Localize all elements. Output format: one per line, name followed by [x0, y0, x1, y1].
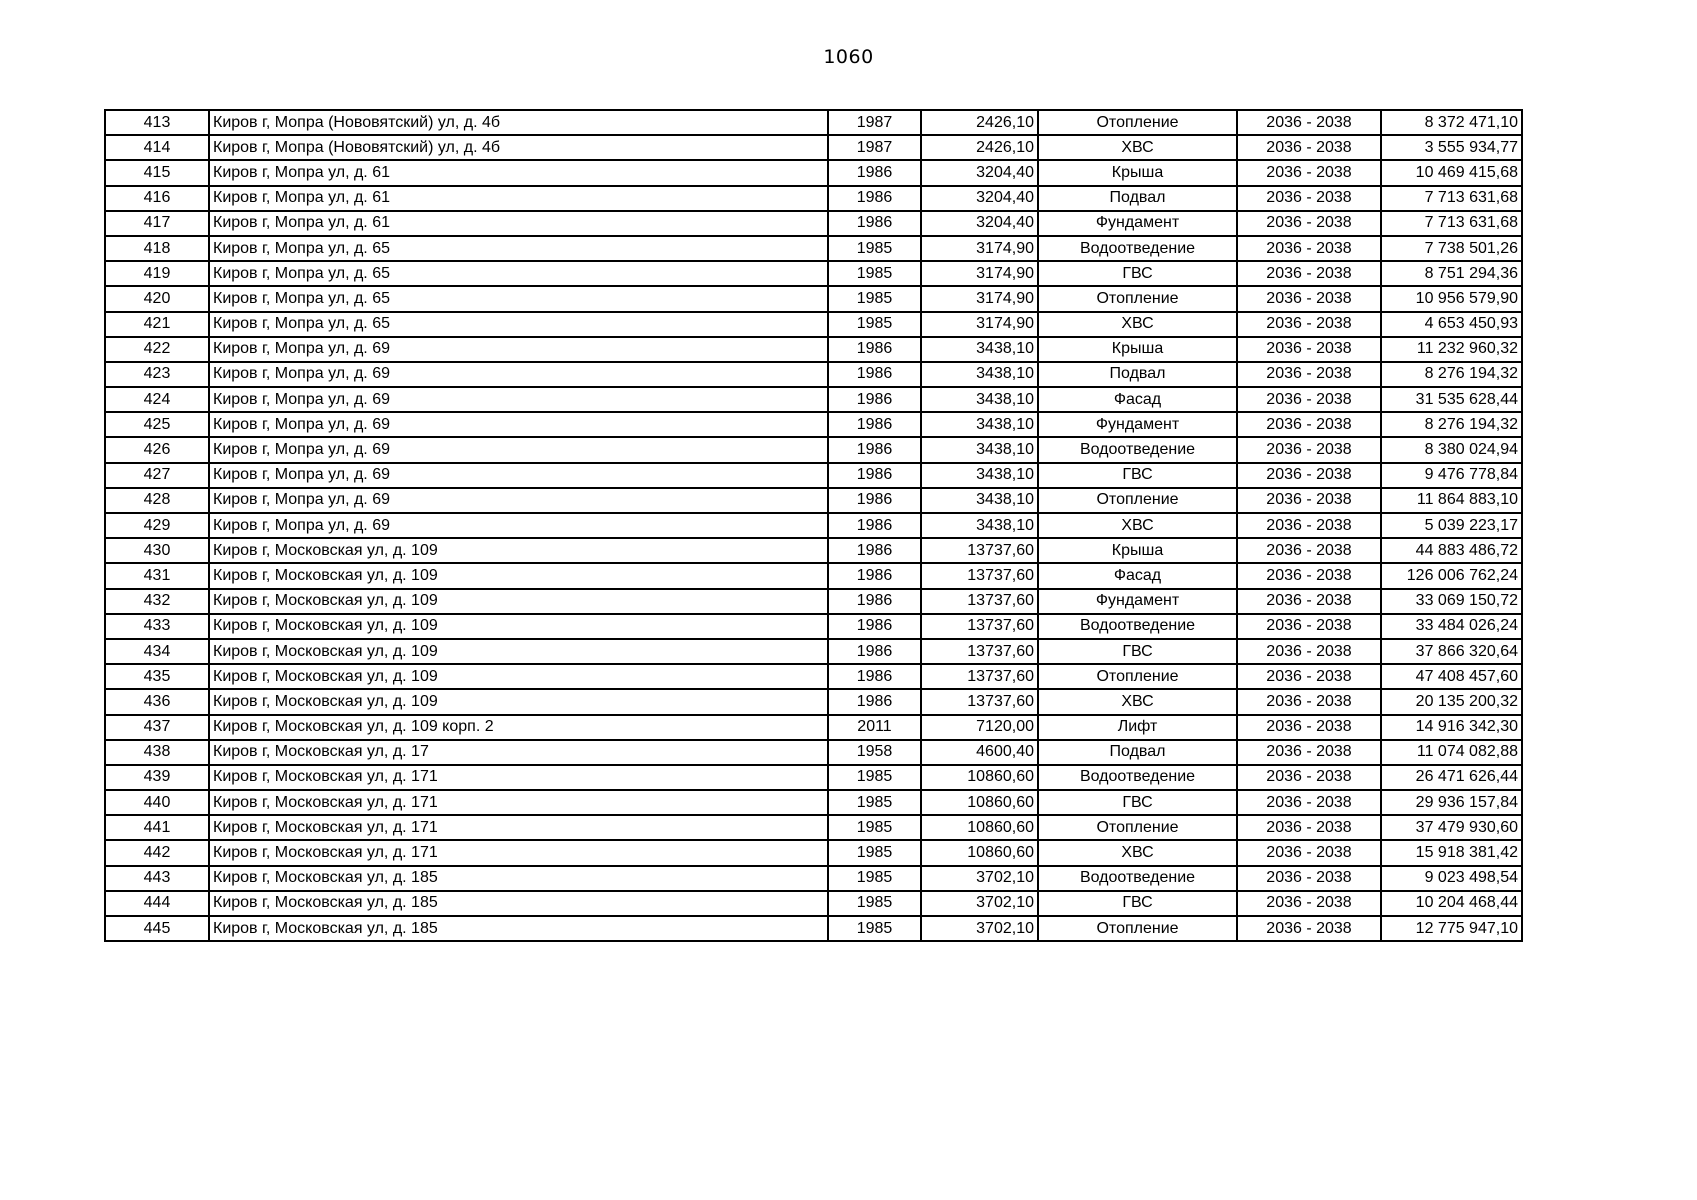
row-number-cell: 426	[105, 437, 209, 462]
area-cell: 3204,40	[921, 186, 1038, 211]
cost-cell: 11 074 082,88	[1381, 740, 1522, 765]
address-cell: Киров г, Мопра ул, д. 65	[209, 236, 828, 261]
row-number-cell: 428	[105, 488, 209, 513]
period-cell: 2036 - 2038	[1237, 715, 1381, 740]
area-cell: 3438,10	[921, 412, 1038, 437]
cost-cell: 37 866 320,64	[1381, 639, 1522, 664]
build-year-cell: 1985	[828, 765, 921, 790]
work-type-cell: Лифт	[1038, 715, 1237, 740]
period-cell: 2036 - 2038	[1237, 866, 1381, 891]
cost-cell: 8 276 194,32	[1381, 412, 1522, 437]
cost-cell: 29 936 157,84	[1381, 790, 1522, 815]
period-cell: 2036 - 2038	[1237, 160, 1381, 185]
work-type-cell: Крыша	[1038, 337, 1237, 362]
row-number-cell: 427	[105, 463, 209, 488]
address-cell: Киров г, Московская ул, д. 109 корп. 2	[209, 715, 828, 740]
row-number-cell: 441	[105, 815, 209, 840]
address-cell: Киров г, Мопра ул, д. 69	[209, 387, 828, 412]
build-year-cell: 1985	[828, 840, 921, 865]
cost-cell: 9 023 498,54	[1381, 866, 1522, 891]
address-cell: Киров г, Московская ул, д. 171	[209, 765, 828, 790]
work-type-cell: Подвал	[1038, 186, 1237, 211]
table-row	[105, 387, 1522, 412]
period-cell: 2036 - 2038	[1237, 614, 1381, 639]
cost-cell: 33 484 026,24	[1381, 614, 1522, 639]
area-cell: 3702,10	[921, 916, 1038, 941]
row-number-cell: 437	[105, 715, 209, 740]
address-cell: Киров г, Московская ул, д. 109	[209, 614, 828, 639]
work-type-cell: ГВС	[1038, 639, 1237, 664]
table-row	[105, 312, 1522, 337]
area-cell: 3438,10	[921, 513, 1038, 538]
row-number-cell: 424	[105, 387, 209, 412]
area-cell: 4600,40	[921, 740, 1038, 765]
cost-cell: 14 916 342,30	[1381, 715, 1522, 740]
period-cell: 2036 - 2038	[1237, 312, 1381, 337]
area-cell: 3438,10	[921, 488, 1038, 513]
period-cell: 2036 - 2038	[1237, 589, 1381, 614]
table-row	[105, 614, 1522, 639]
row-number-cell: 413	[105, 110, 209, 135]
row-number-cell: 422	[105, 337, 209, 362]
period-cell: 2036 - 2038	[1237, 437, 1381, 462]
cost-cell: 10 956 579,90	[1381, 286, 1522, 311]
build-year-cell: 1986	[828, 538, 921, 563]
address-cell: Киров г, Московская ул, д. 109	[209, 563, 828, 588]
address-cell: Киров г, Московская ул, д. 185	[209, 891, 828, 916]
table-row	[105, 488, 1522, 513]
work-type-cell: Отопление	[1038, 110, 1237, 135]
work-type-cell: Фасад	[1038, 563, 1237, 588]
cost-cell: 7 738 501,26	[1381, 236, 1522, 261]
period-cell: 2036 - 2038	[1237, 740, 1381, 765]
work-type-cell: ГВС	[1038, 790, 1237, 815]
area-cell: 13737,60	[921, 614, 1038, 639]
work-type-cell: Отопление	[1038, 916, 1237, 941]
table-row	[105, 538, 1522, 563]
build-year-cell: 1986	[828, 337, 921, 362]
table-row	[105, 135, 1522, 160]
row-number-cell: 435	[105, 664, 209, 689]
build-year-cell: 1986	[828, 463, 921, 488]
area-cell: 3174,90	[921, 236, 1038, 261]
row-number-cell: 432	[105, 589, 209, 614]
work-type-cell: Крыша	[1038, 160, 1237, 185]
period-cell: 2036 - 2038	[1237, 639, 1381, 664]
period-cell: 2036 - 2038	[1237, 261, 1381, 286]
area-cell: 3174,90	[921, 261, 1038, 286]
table-row	[105, 337, 1522, 362]
work-type-cell: Фундамент	[1038, 412, 1237, 437]
area-cell: 3438,10	[921, 437, 1038, 462]
table-row	[105, 740, 1522, 765]
table-row	[105, 211, 1522, 236]
work-type-cell: Водоотведение	[1038, 614, 1237, 639]
area-cell: 13737,60	[921, 689, 1038, 714]
period-cell: 2036 - 2038	[1237, 689, 1381, 714]
build-year-cell: 1986	[828, 639, 921, 664]
period-cell: 2036 - 2038	[1237, 891, 1381, 916]
period-cell: 2036 - 2038	[1237, 538, 1381, 563]
address-cell: Киров г, Мопра ул, д. 65	[209, 312, 828, 337]
work-type-cell: Фундамент	[1038, 211, 1237, 236]
cost-cell: 4 653 450,93	[1381, 312, 1522, 337]
period-cell: 2036 - 2038	[1237, 790, 1381, 815]
address-cell: Киров г, Мопра ул, д. 69	[209, 362, 828, 387]
address-cell: Киров г, Мопра ул, д. 69	[209, 463, 828, 488]
period-cell: 2036 - 2038	[1237, 488, 1381, 513]
cost-cell: 8 751 294,36	[1381, 261, 1522, 286]
row-number-cell: 434	[105, 639, 209, 664]
table-row	[105, 186, 1522, 211]
cost-cell: 37 479 930,60	[1381, 815, 1522, 840]
build-year-cell: 1986	[828, 186, 921, 211]
address-cell: Киров г, Московская ул, д. 171	[209, 815, 828, 840]
table-row	[105, 236, 1522, 261]
work-type-cell: ХВС	[1038, 840, 1237, 865]
address-cell: Киров г, Московская ул, д. 109	[209, 538, 828, 563]
row-number-cell: 433	[105, 614, 209, 639]
area-cell: 10860,60	[921, 790, 1038, 815]
cost-cell: 20 135 200,32	[1381, 689, 1522, 714]
area-cell: 3174,90	[921, 286, 1038, 311]
build-year-cell: 1985	[828, 236, 921, 261]
area-cell: 3438,10	[921, 387, 1038, 412]
period-cell: 2036 - 2038	[1237, 916, 1381, 941]
build-year-cell: 1985	[828, 916, 921, 941]
work-type-cell: Водоотведение	[1038, 866, 1237, 891]
period-cell: 2036 - 2038	[1237, 211, 1381, 236]
address-cell: Киров г, Мопра ул, д. 65	[209, 286, 828, 311]
work-type-cell: Крыша	[1038, 538, 1237, 563]
address-cell: Киров г, Мопра ул, д. 69	[209, 337, 828, 362]
build-year-cell: 1985	[828, 261, 921, 286]
row-number-cell: 429	[105, 513, 209, 538]
area-cell: 13737,60	[921, 664, 1038, 689]
area-cell: 3702,10	[921, 891, 1038, 916]
cost-cell: 9 476 778,84	[1381, 463, 1522, 488]
work-type-cell: Отопление	[1038, 815, 1237, 840]
cost-cell: 15 918 381,42	[1381, 840, 1522, 865]
cost-cell: 3 555 934,77	[1381, 135, 1522, 160]
table-row	[105, 513, 1522, 538]
address-cell: Киров г, Мопра ул, д. 69	[209, 437, 828, 462]
table-row	[105, 286, 1522, 311]
period-cell: 2036 - 2038	[1237, 135, 1381, 160]
period-cell: 2036 - 2038	[1237, 110, 1381, 135]
area-cell: 10860,60	[921, 815, 1038, 840]
cost-cell: 11 864 883,10	[1381, 488, 1522, 513]
build-year-cell: 1985	[828, 891, 921, 916]
work-type-cell: Подвал	[1038, 740, 1237, 765]
build-year-cell: 1986	[828, 513, 921, 538]
table-row	[105, 261, 1522, 286]
area-cell: 3438,10	[921, 362, 1038, 387]
area-cell: 10860,60	[921, 840, 1038, 865]
build-year-cell: 1986	[828, 689, 921, 714]
cost-cell: 10 469 415,68	[1381, 160, 1522, 185]
work-type-cell: ХВС	[1038, 312, 1237, 337]
period-cell: 2036 - 2038	[1237, 563, 1381, 588]
period-cell: 2036 - 2038	[1237, 463, 1381, 488]
work-type-cell: Водоотведение	[1038, 765, 1237, 790]
build-year-cell: 1985	[828, 815, 921, 840]
period-cell: 2036 - 2038	[1237, 513, 1381, 538]
table-row	[105, 840, 1522, 865]
table-row	[105, 437, 1522, 462]
period-cell: 2036 - 2038	[1237, 765, 1381, 790]
row-number-cell: 418	[105, 236, 209, 261]
cost-cell: 10 204 468,44	[1381, 891, 1522, 916]
work-type-cell: ХВС	[1038, 513, 1237, 538]
table-row	[105, 110, 1522, 135]
cost-cell: 8 380 024,94	[1381, 437, 1522, 462]
table-row	[105, 463, 1522, 488]
address-cell: Киров г, Мопра ул, д. 61	[209, 160, 828, 185]
period-cell: 2036 - 2038	[1237, 337, 1381, 362]
work-type-cell: ХВС	[1038, 689, 1237, 714]
address-cell: Киров г, Мопра ул, д. 69	[209, 412, 828, 437]
row-number-cell: 431	[105, 563, 209, 588]
build-year-cell: 1958	[828, 740, 921, 765]
period-cell: 2036 - 2038	[1237, 664, 1381, 689]
address-cell: Киров г, Московская ул, д. 109	[209, 639, 828, 664]
work-type-cell: ГВС	[1038, 891, 1237, 916]
row-number-cell: 444	[105, 891, 209, 916]
address-cell: Киров г, Московская ул, д. 185	[209, 916, 828, 941]
cost-cell: 8 276 194,32	[1381, 362, 1522, 387]
build-year-cell: 1985	[828, 312, 921, 337]
work-type-cell: Водоотведение	[1038, 236, 1237, 261]
area-cell: 13737,60	[921, 563, 1038, 588]
period-cell: 2036 - 2038	[1237, 387, 1381, 412]
table-row	[105, 715, 1522, 740]
row-number-cell: 425	[105, 412, 209, 437]
table-row	[105, 589, 1522, 614]
table-row	[105, 160, 1522, 185]
period-cell: 2036 - 2038	[1237, 362, 1381, 387]
area-cell: 10860,60	[921, 765, 1038, 790]
area-cell: 13737,60	[921, 538, 1038, 563]
period-cell: 2036 - 2038	[1237, 840, 1381, 865]
period-cell: 2036 - 2038	[1237, 236, 1381, 261]
build-year-cell: 1986	[828, 412, 921, 437]
area-cell: 13737,60	[921, 639, 1038, 664]
row-number-cell: 430	[105, 538, 209, 563]
build-year-cell: 1987	[828, 110, 921, 135]
table-row	[105, 815, 1522, 840]
table-body	[105, 110, 1522, 941]
build-year-cell: 1986	[828, 563, 921, 588]
row-number-cell: 439	[105, 765, 209, 790]
work-type-cell: ГВС	[1038, 463, 1237, 488]
row-number-cell: 417	[105, 211, 209, 236]
cost-cell: 31 535 628,44	[1381, 387, 1522, 412]
cost-cell: 8 372 471,10	[1381, 110, 1522, 135]
build-year-cell: 1986	[828, 362, 921, 387]
build-year-cell: 1986	[828, 614, 921, 639]
address-cell: Киров г, Мопра ул, д. 61	[209, 186, 828, 211]
area-cell: 7120,00	[921, 715, 1038, 740]
address-cell: Киров г, Московская ул, д. 109	[209, 664, 828, 689]
table-row	[105, 412, 1522, 437]
row-number-cell: 414	[105, 135, 209, 160]
area-cell: 3438,10	[921, 463, 1038, 488]
table-row	[105, 362, 1522, 387]
work-type-cell: Фасад	[1038, 387, 1237, 412]
address-cell: Киров г, Московская ул, д. 109	[209, 589, 828, 614]
cost-cell: 7 713 631,68	[1381, 186, 1522, 211]
area-cell: 3204,40	[921, 160, 1038, 185]
row-number-cell: 438	[105, 740, 209, 765]
address-cell: Киров г, Московская ул, д. 17	[209, 740, 828, 765]
work-type-cell: Фундамент	[1038, 589, 1237, 614]
address-cell: Киров г, Мопра ул, д. 61	[209, 211, 828, 236]
area-cell: 3174,90	[921, 312, 1038, 337]
address-cell: Киров г, Мопра (Нововятский) ул, д. 4б	[209, 110, 828, 135]
area-cell: 3438,10	[921, 337, 1038, 362]
row-number-cell: 416	[105, 186, 209, 211]
row-number-cell: 421	[105, 312, 209, 337]
period-cell: 2036 - 2038	[1237, 412, 1381, 437]
table-row	[105, 639, 1522, 664]
row-number-cell: 415	[105, 160, 209, 185]
build-year-cell: 1986	[828, 664, 921, 689]
row-number-cell: 420	[105, 286, 209, 311]
build-year-cell: 1986	[828, 211, 921, 236]
area-cell: 13737,60	[921, 589, 1038, 614]
repair-schedule-table	[104, 109, 1523, 942]
table-row	[105, 765, 1522, 790]
row-number-cell: 442	[105, 840, 209, 865]
address-cell: Киров г, Московская ул, д. 171	[209, 790, 828, 815]
build-year-cell: 1985	[828, 286, 921, 311]
build-year-cell: 1986	[828, 488, 921, 513]
cost-cell: 126 006 762,24	[1381, 563, 1522, 588]
row-number-cell: 440	[105, 790, 209, 815]
work-type-cell: Отопление	[1038, 488, 1237, 513]
build-year-cell: 1986	[828, 589, 921, 614]
address-cell: Киров г, Мопра ул, д. 69	[209, 513, 828, 538]
cost-cell: 7 713 631,68	[1381, 211, 1522, 236]
address-cell: Киров г, Мопра ул, д. 69	[209, 488, 828, 513]
area-cell: 3204,40	[921, 211, 1038, 236]
build-year-cell: 1986	[828, 160, 921, 185]
address-cell: Киров г, Московская ул, д. 185	[209, 866, 828, 891]
build-year-cell: 1986	[828, 387, 921, 412]
build-year-cell: 1985	[828, 866, 921, 891]
row-number-cell: 445	[105, 916, 209, 941]
table-row	[105, 689, 1522, 714]
work-type-cell: ГВС	[1038, 261, 1237, 286]
table-row	[105, 866, 1522, 891]
address-cell: Киров г, Мопра ул, д. 65	[209, 261, 828, 286]
period-cell: 2036 - 2038	[1237, 286, 1381, 311]
work-type-cell: ХВС	[1038, 135, 1237, 160]
build-year-cell: 2011	[828, 715, 921, 740]
page-number: 1060	[823, 46, 874, 68]
row-number-cell: 436	[105, 689, 209, 714]
cost-cell: 12 775 947,10	[1381, 916, 1522, 941]
cost-cell: 5 039 223,17	[1381, 513, 1522, 538]
row-number-cell: 443	[105, 866, 209, 891]
work-type-cell: Отопление	[1038, 664, 1237, 689]
work-type-cell: Подвал	[1038, 362, 1237, 387]
area-cell: 2426,10	[921, 135, 1038, 160]
table-row	[105, 790, 1522, 815]
cost-cell: 26 471 626,44	[1381, 765, 1522, 790]
area-cell: 3702,10	[921, 866, 1038, 891]
table-row	[105, 664, 1522, 689]
area-cell: 2426,10	[921, 110, 1038, 135]
cost-cell: 44 883 486,72	[1381, 538, 1522, 563]
build-year-cell: 1985	[828, 790, 921, 815]
cost-cell: 47 408 457,60	[1381, 664, 1522, 689]
period-cell: 2036 - 2038	[1237, 815, 1381, 840]
work-type-cell: Отопление	[1038, 286, 1237, 311]
address-cell: Киров г, Московская ул, д. 109	[209, 689, 828, 714]
table-row	[105, 563, 1522, 588]
address-cell: Киров г, Мопра (Нововятский) ул, д. 4б	[209, 135, 828, 160]
period-cell: 2036 - 2038	[1237, 186, 1381, 211]
work-type-cell: Водоотведение	[1038, 437, 1237, 462]
table-row	[105, 916, 1522, 941]
cost-cell: 11 232 960,32	[1381, 337, 1522, 362]
build-year-cell: 1986	[828, 437, 921, 462]
row-number-cell: 419	[105, 261, 209, 286]
cost-cell: 33 069 150,72	[1381, 589, 1522, 614]
table-row	[105, 891, 1522, 916]
row-number-cell: 423	[105, 362, 209, 387]
build-year-cell: 1987	[828, 135, 921, 160]
address-cell: Киров г, Московская ул, д. 171	[209, 840, 828, 865]
